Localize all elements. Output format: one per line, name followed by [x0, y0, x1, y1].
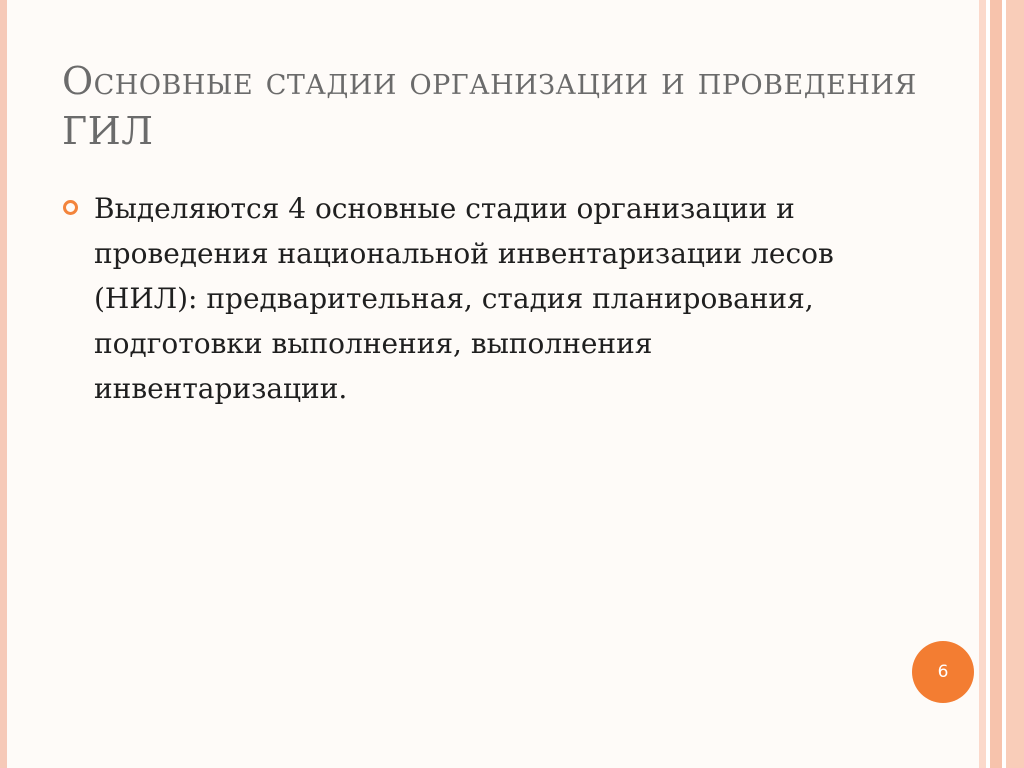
decorative-stripe: [979, 0, 986, 768]
bullet-list: [62, 186, 882, 411]
page-number-badge: [912, 641, 974, 703]
slide-title: Основные стадии организации и проведения ГИЛ: [62, 59, 917, 153]
page-number: 6: [937, 662, 949, 682]
bullet-icon: [63, 200, 78, 215]
bullet-item: [62, 186, 882, 411]
bullet-text: Выделяются 4 основные стадии организации и проведения национальной инвентаризации лесов (НИЛ): предварительная, стадия планирования, подготовки выполнения, выполнения инвентаризации.: [94, 192, 834, 405]
decorative-stripe: [990, 0, 1002, 768]
left-border: [0, 0, 7, 768]
decorative-stripe: [1006, 0, 1024, 768]
